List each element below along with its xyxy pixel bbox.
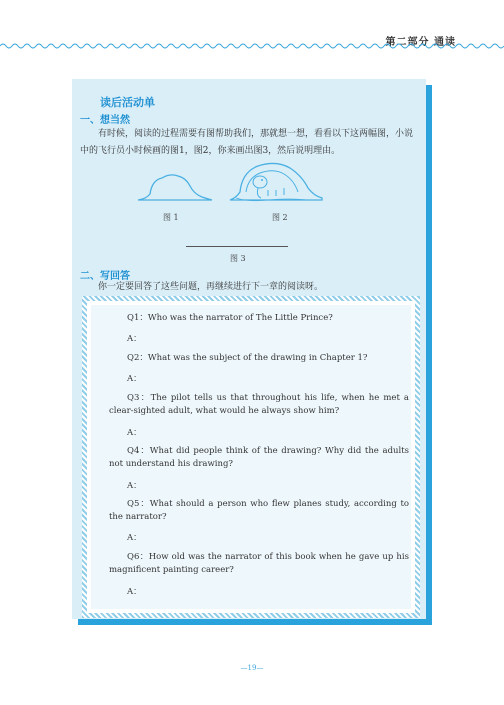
figure2-snake-elephant-drawing <box>228 158 324 204</box>
qa-inner <box>91 305 411 609</box>
answer-3[interactable]: A： <box>127 428 142 438</box>
page-number: —19— <box>240 664 264 672</box>
question-6: Q6：How old was the narrator of this book when he gave up his magnificent painting career? <box>109 552 409 575</box>
question-3: Q3：The pilot tells us that throughout his life, when he met a clear-sighted adult, what would he always show him? <box>109 393 409 416</box>
answer-1[interactable]: A： <box>127 334 142 344</box>
question-1: Q1：Who was the narrator of The Little Prince? <box>127 313 333 323</box>
qa-box <box>82 296 420 618</box>
figure2-label: 图 2 <box>272 213 288 222</box>
section1-heading: 一、想当然 <box>80 115 130 126</box>
section2-heading: 二、写回答 <box>80 271 130 282</box>
answer-5[interactable]: A： <box>127 533 142 543</box>
question-2: Q2：What was the subject of the drawing in Chapter 1? <box>127 353 368 363</box>
card-title: 读后活动单 <box>100 96 155 109</box>
header-wave-divider <box>0 42 504 50</box>
question-4: Q4：What did people think of the drawing? Why did the adults not understand his drawing? <box>109 446 409 469</box>
section2-intro: 你一定要回答了这些问题，再继续进行下一章的阅读呀。 <box>98 282 324 292</box>
figure1-hat-drawing <box>136 170 214 204</box>
answer-2[interactable]: A： <box>127 374 142 384</box>
section1-paragraph: 有时候，阅读的过程需要有图帮助我们，那就想一想，看看以下这两幅图，小说中的飞行员小时候画的图1，图2，你来画出图3，然后说明理由。 <box>80 129 414 156</box>
figure1-label: 图 1 <box>163 213 179 222</box>
figure3-drawing-line[interactable] <box>186 246 288 247</box>
running-header: 第二部分 通读 <box>385 37 456 48</box>
answer-4[interactable]: A： <box>127 481 142 491</box>
answer-6[interactable]: A： <box>127 587 142 597</box>
figure3-label: 图 3 <box>230 254 246 263</box>
question-5: Q5：What should a person who flew planes study, according to the narrator? <box>109 499 409 522</box>
